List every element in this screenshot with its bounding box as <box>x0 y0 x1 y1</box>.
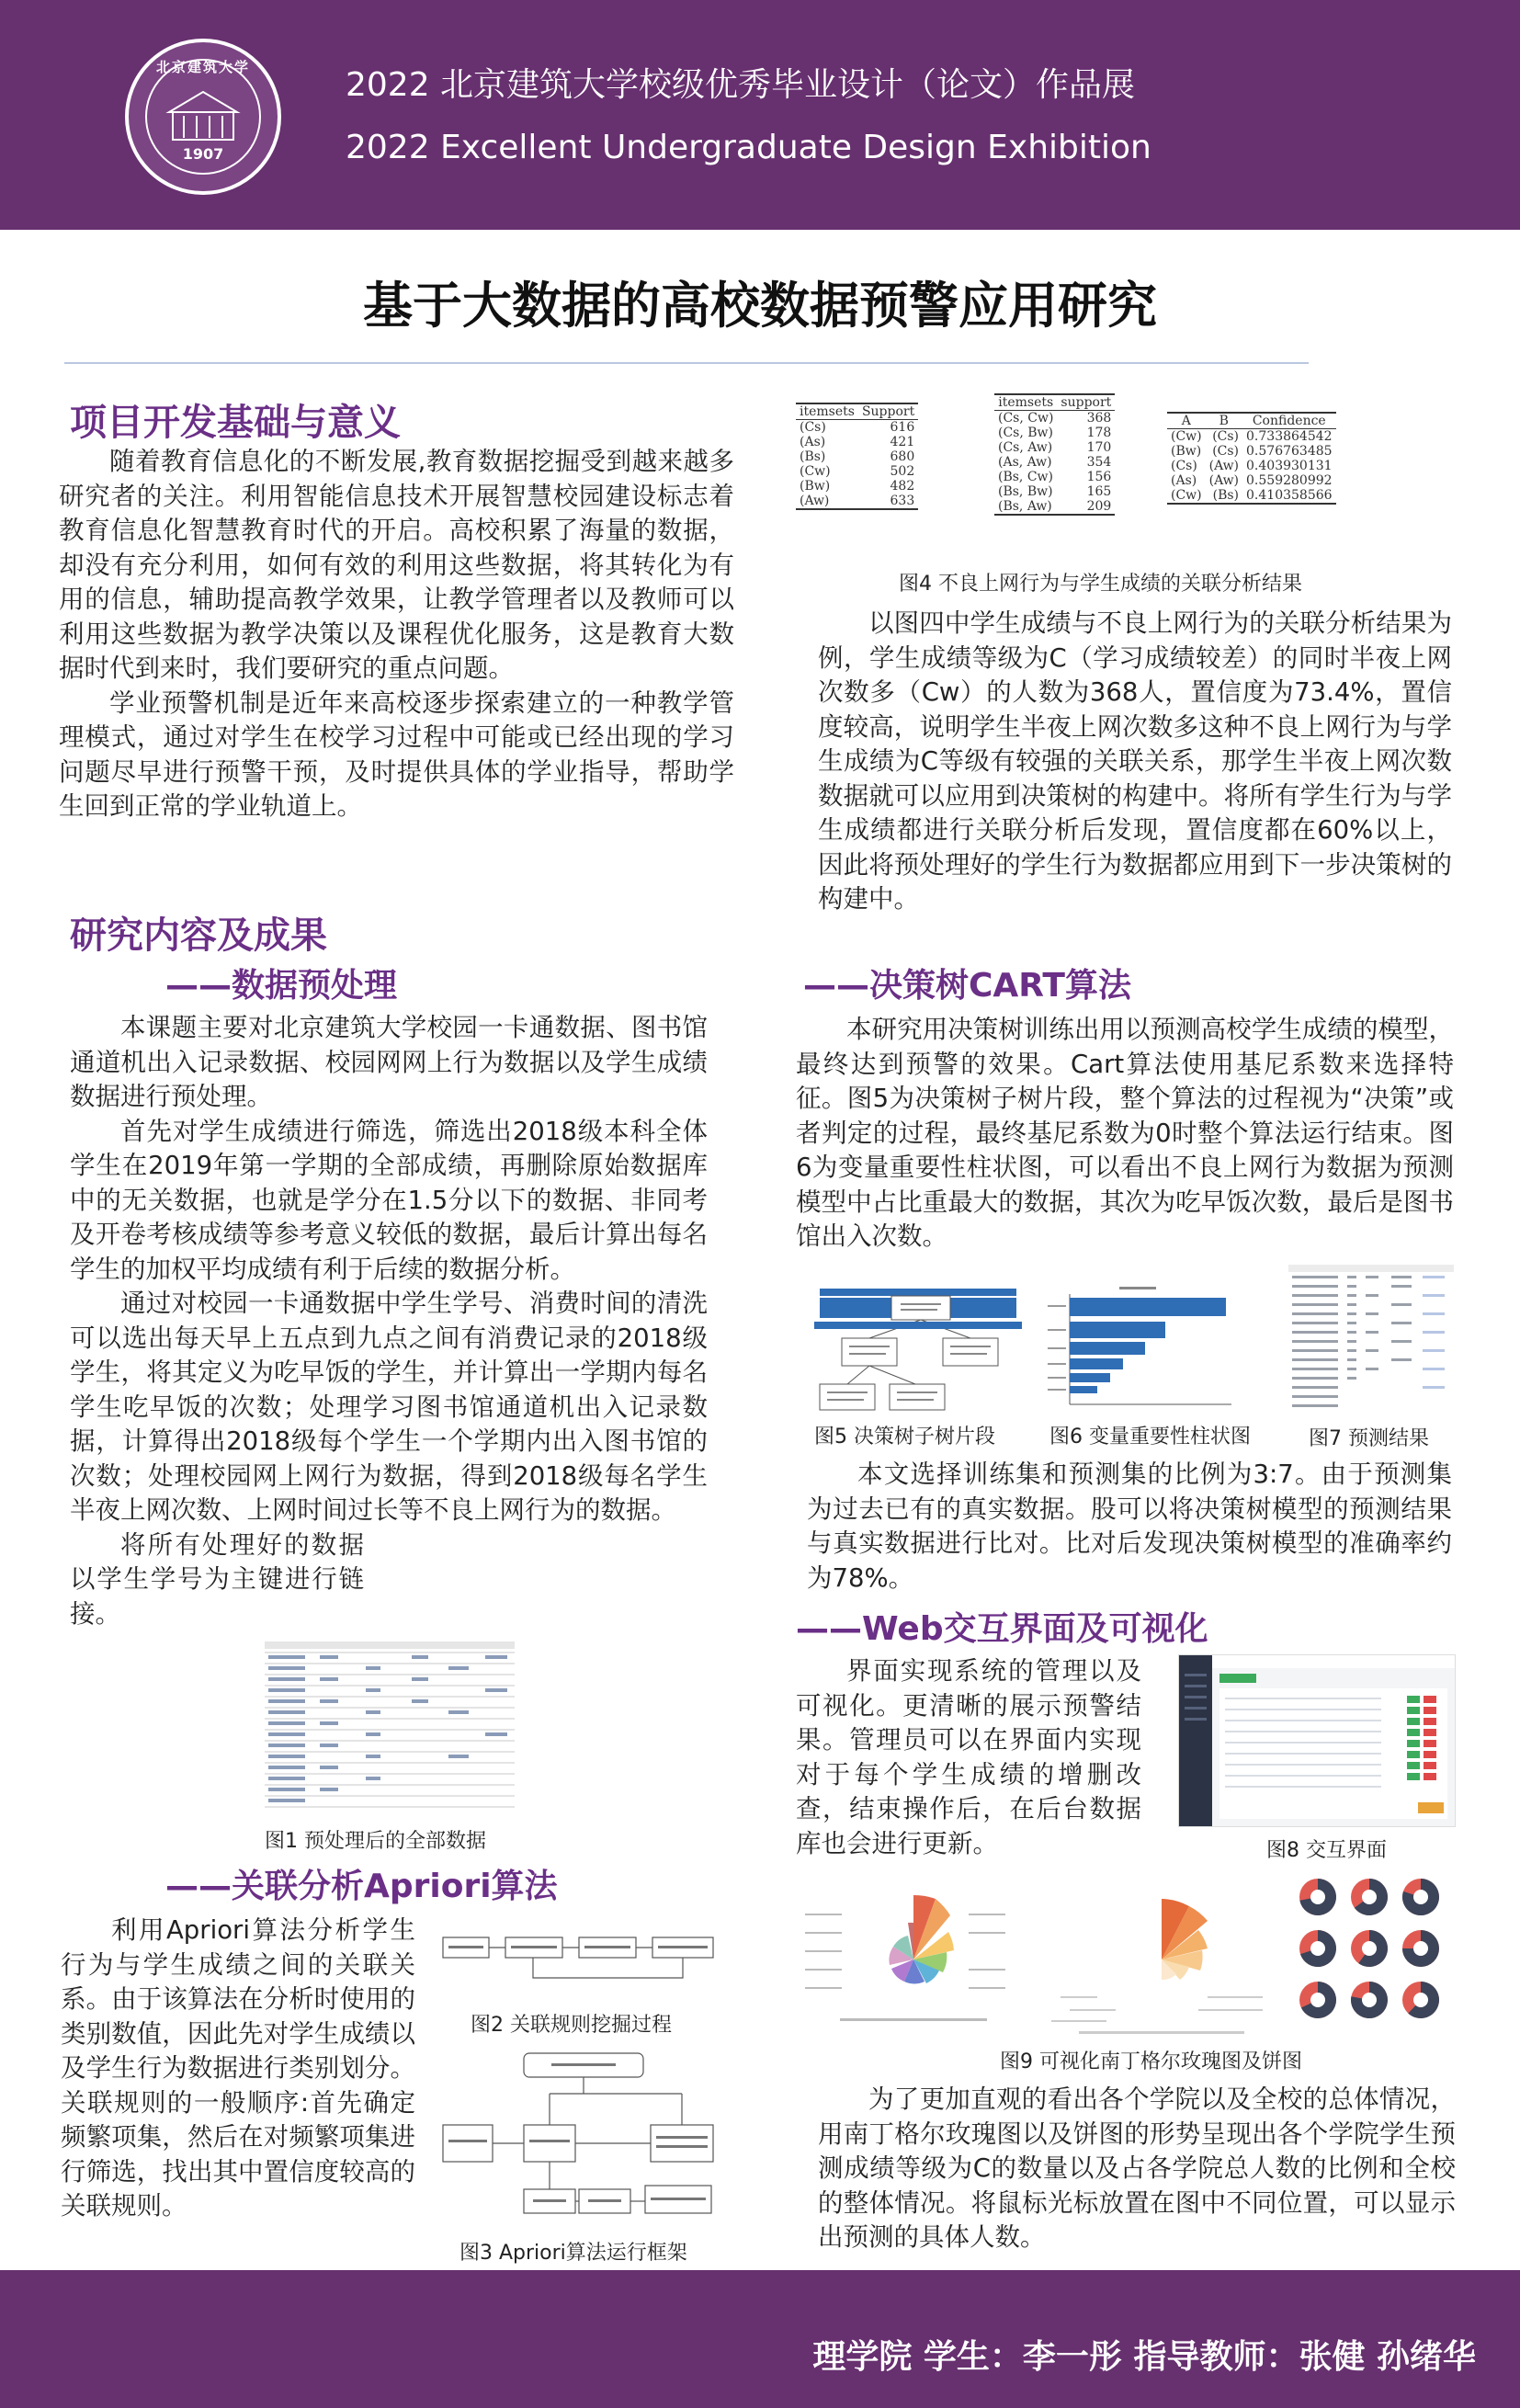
apriori-subheading: ——关联分析Apriori算法 <box>165 1868 558 1905</box>
exhibition-title-cn: 2022 北京建筑大学校级优秀毕业设计（论文）作品展 <box>346 66 1136 104</box>
table-row <box>796 479 918 494</box>
table-row <box>994 499 1115 515</box>
table-cell: (Bw) <box>800 479 831 494</box>
basis-paragraph-2: 学业预警机制是近年来高校逐步探索建立的一种教学管理模式，通过对学生在校学习过程中可能或已经出现的学习问题尽早进行预警干预，及时提供具体的学业指导，帮助学生回到正常的学业轨道上。 <box>59 687 734 821</box>
apriori-paragraph: 利用Apriori算法分析学生行为与学生成绩之间的关联关系。由于该算法在分析时使用的类别数值，因此先对学生成绩以及学生行为数据进行类别划分。关联规则的一般顺序:首先确定频繁项集，然后在对频繁项集进行筛选，找出其中置信度较高的关联规则。 <box>61 1915 415 2221</box>
table-cell: (As) <box>1171 473 1197 488</box>
figure-4-table-itemset-pairs <box>994 393 1115 516</box>
figure-1-caption: 图1 预处理后的全部数据 <box>265 1830 486 1853</box>
basis-paragraph-1: 随着教育信息化的不断发展,教育数据挖掘受到越来越多研究者的关注。利用智能信息技术开展智慧校园建设标志着教育信息化智慧教育时代的开启。高校积累了海量的数据，却没有充分利用，如何有效的利用这些数据，将其转化为有用的信息，辅助提高教学效果，让教学管理者以及教师可以利用这些数据为教学决策以及课程优化服务，这是教育大数据时代到来时，我们要研究的重点问题。 <box>59 447 734 683</box>
poster-title: 基于大数据的高校数据预警应用研究 <box>363 277 1157 335</box>
table-header-cell: B <box>1206 413 1242 429</box>
table-cell: (Cs, Bw) <box>998 426 1053 440</box>
table-header-cell: itemsets <box>994 394 1057 411</box>
table-cell: (Cs) <box>1212 444 1240 459</box>
table-cell: (Bs, Cw) <box>998 470 1053 484</box>
table-cell: (Bw) <box>1171 444 1202 459</box>
figure-4-table-frequent-items <box>796 403 918 510</box>
table-cell: (Cs, Aw) <box>998 440 1053 455</box>
logo-name: 北京建筑大学 <box>155 59 250 75</box>
figure-5-decision-tree <box>814 1287 1022 1414</box>
figure-5-caption: 图5 决策树子树片段 <box>814 1425 995 1448</box>
pie-hole <box>1310 1890 1325 1904</box>
table-row <box>1167 459 1336 473</box>
table-cell: (Bs, Aw) <box>994 499 1057 515</box>
pie-hole <box>1310 1941 1325 1956</box>
figure-8-caption: 图8 交互界面 <box>1266 1839 1387 1862</box>
web-subheading: ——Web交互界面及可视化 <box>796 1610 1208 1648</box>
web-paragraph-1: 界面实现系统的管理以及可视化。更清晰的展示预警结果。管理员可以在界面内实现对于每个学生成绩的增删改查，结束操作后，在后台数据库也会进行更新。 <box>796 1656 1141 1858</box>
exhibition-title-en: 2022 Excellent Undergraduate Design Exhibition <box>346 129 1151 166</box>
figure-1-data-table <box>265 1641 515 1820</box>
preprocess-paragraph-1: 本课题主要对北京建筑大学校园一卡通数据、图书馆通道机出入记录数据、校园网网上行为数据以及学生成绩数据进行预处理。 <box>70 1013 708 1111</box>
figure-3-caption: 图3 Apriori算法运行框架 <box>459 2242 687 2265</box>
preprocess-paragraph-3: 通过对校园一卡通数据中学生学号、消费时间的清洗可以选出每天早上五点到九点之间有消费记录的2018级学生，将其定义为吃早饭的学生，并计算出一学期内每名学生吃早饭的次数；处理学习图书馆通道机出入记录数据，计算得出2018级每个学生一个学期内出入图书馆的次数；处理校园网上网行为数据，得到2018级每名学生半夜上网次数、上网时间过长等不良上网行为的数据。 <box>70 1289 708 1525</box>
table-cell: (Cs) <box>1212 429 1240 444</box>
basis-heading: 项目开发基础与意义 <box>70 402 401 444</box>
table-cell: 368 <box>1086 411 1112 426</box>
figure-8-interface-screenshot <box>1178 1654 1456 1827</box>
table-row <box>796 464 918 479</box>
table-cell: (Cw) <box>1171 429 1202 444</box>
table-cell: (Cw) <box>1167 488 1206 504</box>
pie-hole <box>1362 1993 1377 2007</box>
table-cell: 0.576763485 <box>1246 444 1333 459</box>
table-header-cell: Confidence <box>1242 413 1336 429</box>
table-cell: 502 <box>890 464 915 479</box>
table-cell: (Cs) <box>800 420 826 435</box>
preprocess-paragraph-4: 将所有处理好的数据以学生学号为主键进行链接。 <box>70 1529 364 1629</box>
figure-2-caption: 图2 关联规则挖掘过程 <box>471 2014 672 2037</box>
university-logo <box>125 39 281 195</box>
table-cell: (Bs, Bw) <box>998 484 1053 499</box>
table-cell: 354 <box>1086 455 1112 470</box>
table-cell: (Aw) <box>1208 473 1240 488</box>
table-cell: (Bs) <box>800 449 826 464</box>
table-cell: (Aw) <box>1208 459 1240 473</box>
table-row <box>1167 429 1336 445</box>
table-cell: 0.410358566 <box>1242 488 1336 504</box>
pie-hole <box>1362 1941 1377 1956</box>
pie-hole <box>1413 1890 1428 1904</box>
table-cell: 178 <box>1086 426 1112 440</box>
table-row <box>994 455 1115 470</box>
figure-7-prediction-table <box>1288 1265 1454 1415</box>
table-cell: 165 <box>1086 484 1112 499</box>
table-row <box>994 426 1115 440</box>
title-divider <box>64 362 1309 364</box>
figure-9-caption: 图9 可视化南丁格尔玫瑰图及饼图 <box>1000 2050 1302 2073</box>
table-cell: (Cs, Cw) <box>998 411 1054 426</box>
table-header-cell: support <box>1057 394 1115 411</box>
table-row <box>796 435 918 449</box>
table-cell: 0.559280992 <box>1246 473 1333 488</box>
pie-hole <box>1362 1890 1377 1904</box>
table-cell: 209 <box>1057 499 1115 515</box>
table-cell: (Cs) <box>1171 459 1197 473</box>
cart-paragraph-1: 本研究用决策树训练出用以预测高校学生成绩的模型，最终达到预警的效果。Cart算法使用基尼系数来选择特征。图5为决策树子树片段，整个算法的过程视为“决策”或者判定的过程，最终基尼系数为0时整个算法运行结束。图6为变量重要性柱状图，可以看出不良上网行为数据为预测模型中占比重最大的数据，其次为吃早饭次数，最后是图书馆出入次数。 <box>796 1015 1454 1251</box>
table-cell: (As) <box>800 435 826 449</box>
figure-9-rose-and-pie-charts <box>794 1871 1456 2042</box>
logo-year: 1907 <box>182 145 224 163</box>
table-cell: (Cw) <box>800 464 831 479</box>
association-analysis-paragraph: 以图四中学生成绩与不良上网行为的关联分析结果为例，学生成绩等级为C（学习成绩较差）的同时半夜上网次数多（Cw）的人数为368人，置信度为73.4%，置信度较高，说明学生半夜上网次数多这种不良上网行为与学生成绩为C等级有较强的关联关系，那学生半夜上网次数数据就可以应用到决策树的构建中。将所有学生行为与学生成绩都进行关联分析后发现，置信度都在60%以上，因此将预处理好的学生行为数据都应用到下一步决策树的构建中。 <box>818 608 1452 914</box>
figure-6-caption: 图6 变量重要性柱状图 <box>1049 1425 1251 1448</box>
table-row <box>994 484 1115 499</box>
table-row <box>1167 444 1336 459</box>
table-cell: 616 <box>890 420 915 435</box>
research-heading: 研究内容及成果 <box>70 914 327 957</box>
table-cell: 680 <box>890 449 915 464</box>
table-cell: (As, Aw) <box>998 455 1052 470</box>
web-paragraph-2: 为了更加直观的看出各个学院以及全校的总体情况，用南丁格尔玫瑰图以及饼图的形势呈现出各个学院学生预测成绩等级为C的数量以及占各学院总人数的比例和全校的整体情况。将鼠标光标放置在图中不同位置，可以显示出预测的具体人数。 <box>818 2084 1456 2252</box>
table-header-cell: A <box>1167 413 1206 429</box>
preprocess-paragraph-2: 首先对学生成绩进行筛选，筛选出2018级本科全体学生在2019年第一学期的全部成绩，再删除原始数据库中的无关数据，也就是学分在1.5分以下的数据、非同考及开卷考核成绩等参考意义较低的数据，最后计算出每名学生的加权平均成绩有利于后续的数据分析。 <box>70 1116 708 1284</box>
figure-4-caption: 图4 不良上网行为与学生成绩的关联分析结果 <box>899 573 1302 596</box>
table-cell: 421 <box>890 435 915 449</box>
table-row <box>796 494 918 509</box>
table-cell: 156 <box>1086 470 1112 484</box>
pie-hole <box>1413 1993 1428 2007</box>
cart-subheading: ——决策树CART算法 <box>803 967 1131 1005</box>
table-cell: 633 <box>858 494 918 509</box>
table-cell: 0.733864542 <box>1246 429 1333 444</box>
table-row <box>994 411 1115 426</box>
footer-credits: 理学院 学生：李一彤 指导教师：张健 孙绪华 <box>812 2338 1476 2376</box>
figure-2-flowchart <box>441 1925 717 1991</box>
table-row <box>994 440 1115 455</box>
figure-3-framework-diagram <box>441 2051 717 2232</box>
table-cell: (Aw) <box>796 494 858 509</box>
table-cell: 170 <box>1086 440 1112 455</box>
table-row <box>796 449 918 464</box>
table-row <box>796 420 918 436</box>
table-cell: 482 <box>890 479 915 494</box>
table-row <box>1167 473 1336 488</box>
cart-paragraph-2: 本文选择训练集和预测集的比例为3:7。由于预测集为过去已有的真实数据。股可以将决策树模型的预测结果与真实数据进行比对。比对后发现决策树模型的准确率约为78%。 <box>807 1460 1452 1593</box>
pie-hole <box>1413 1941 1428 1956</box>
figure-6-importance-chart <box>1042 1283 1235 1414</box>
table-row <box>994 470 1115 484</box>
table-header-cell: itemsets <box>796 403 858 420</box>
pie-hole <box>1310 1993 1325 2007</box>
table-row <box>1167 488 1336 504</box>
table-header-cell: Support <box>858 403 918 420</box>
table-cell: 0.403930131 <box>1246 459 1333 473</box>
preprocess-subheading: ——数据预处理 <box>165 967 398 1005</box>
figure-7-caption: 图7 预测结果 <box>1309 1427 1429 1450</box>
figure-4-table-confidence <box>1167 412 1336 505</box>
table-cell: (Bs) <box>1206 488 1242 504</box>
